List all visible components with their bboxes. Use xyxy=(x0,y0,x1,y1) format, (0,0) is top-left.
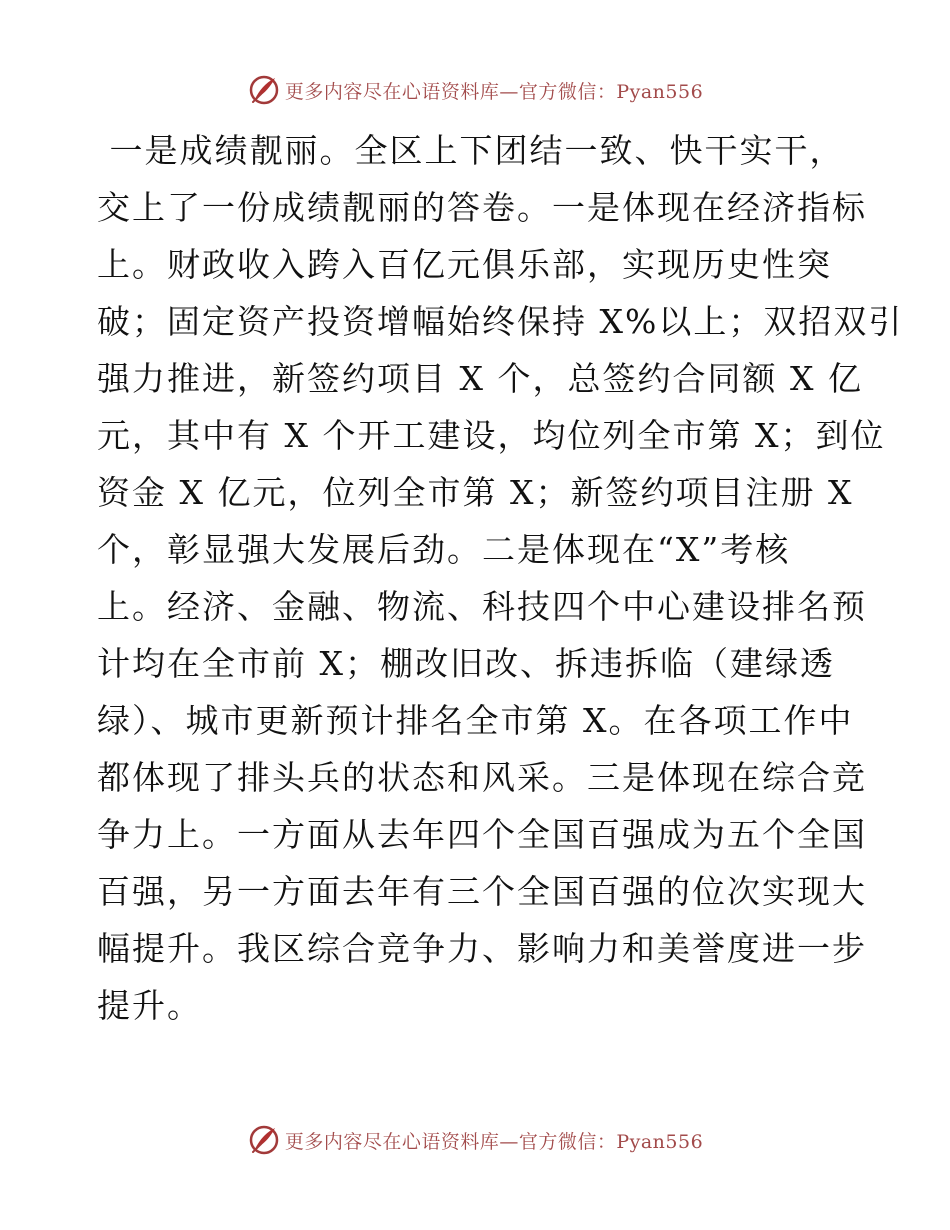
body-line: 幅提升。我区综合竞争力、影响力和美誉度进一步 xyxy=(97,929,867,968)
body-line: 绿）、城市更新预计排名全市第 X。在各项工作中 xyxy=(97,701,854,740)
body-line: 上。财政收入跨入百亿元俱乐部，实现历史性突 xyxy=(97,245,832,284)
document-body xyxy=(97,122,904,1034)
body-line: 交上了一份成绩靓丽的答卷。一是体现在经济指标 xyxy=(97,188,867,227)
body-line: 一是成绩靓丽。全区上下团结一致、快干实干， xyxy=(97,131,845,170)
body-line: 提升。 xyxy=(97,986,202,1025)
header-promo-text: 更多内容尽在心语资料库—官方微信：Pyan556 xyxy=(284,80,704,103)
footer-promo-text: 更多内容尽在心语资料库—官方微信：Pyan556 xyxy=(284,1130,704,1153)
body-line: 上。经济、金融、物流、科技四个中心建设排名预 xyxy=(97,587,867,626)
body-line: 百强，另一方面去年有三个全国百强的位次实现大 xyxy=(97,872,867,911)
footer-banner xyxy=(0,1120,950,1160)
body-line: 都体现了排头兵的状态和风采。三是体现在综合竞 xyxy=(97,758,867,797)
header-banner xyxy=(0,70,950,110)
body-line: 个，彰显强大发展后劲。二是体现在“X”考核 xyxy=(97,530,791,569)
body-line: 元，其中有 X 个开工建设，均位列全市第 X；到位 xyxy=(97,416,886,455)
body-line: 强力推进，新签约项目 X 个，总签约合同额 X 亿 xyxy=(97,359,863,398)
body-line: 资金 X 亿元，位列全市第 X；新签约项目注册 X xyxy=(97,473,854,512)
feather-pen-logo-icon xyxy=(247,73,281,107)
feather-pen-logo-icon xyxy=(247,1123,281,1157)
body-line: 争力上。一方面从去年四个全国百强成为五个全国 xyxy=(97,815,867,854)
body-line: 破；固定资产投资增幅始终保持 X%以上；双招双引 xyxy=(97,302,904,341)
body-line: 计均在全市前 X；棚改旧改、拆违拆临（建绿透 xyxy=(97,644,835,683)
